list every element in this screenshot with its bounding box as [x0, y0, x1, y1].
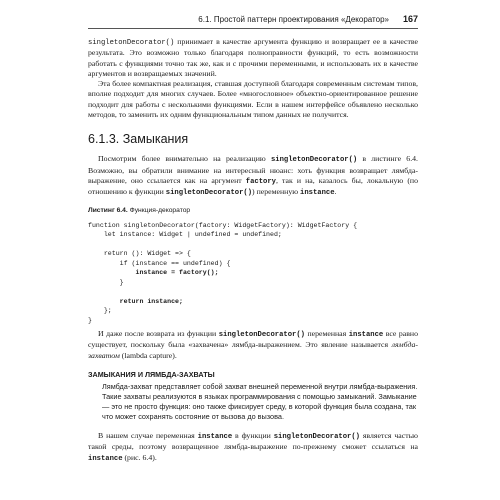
- book-page: [88, 14, 418, 494]
- listing-title: Функция-декоратор: [127, 206, 191, 214]
- paragraph-text: принимает в качестве аргумента функцию и возвращает ее в качестве результата. Это возможно только благодаря полноправности функций, то есть возможности работать с функциями точно так же, как и с прочими переменными, и использовать их в качестве аргументов и возвращаемых значений.: [88, 37, 418, 78]
- code-line: if (instance == undefined) {: [88, 259, 231, 267]
- running-title: 6.1. Простой паттерн проектирования «Декоратор»: [198, 15, 389, 24]
- inline-code: instance: [197, 432, 233, 441]
- paragraph-text: переменная: [304, 329, 349, 339]
- inline-code: instance: [348, 331, 384, 340]
- inline-code: singletonDecorator(): [88, 39, 175, 47]
- paragraph-lambda-capture: [88, 329, 418, 361]
- paragraph-text: все равно существует, поскольку была «захвачена» лямбда-выражением. Это явление называется: [88, 329, 418, 350]
- listing-caption: [88, 206, 418, 215]
- code-line: }: [88, 278, 124, 286]
- listing-label: Листинг 6.4.: [88, 206, 128, 214]
- inline-code: singletonDecorator(): [273, 432, 360, 441]
- paragraph-text: (рис. 6.4).: [122, 452, 157, 462]
- code-line: }: [88, 316, 92, 324]
- page-number: 167: [402, 14, 418, 24]
- code-line: [88, 240, 418, 250]
- code-line: return instance;: [88, 297, 183, 305]
- code-line: let instance: Widget | undefined = undefined;: [88, 231, 282, 239]
- paragraph-decorator-explanation: [88, 37, 418, 79]
- code-line: [88, 287, 418, 297]
- code-line: function singletonDecorator(factory: WidgetFactory): WidgetFactory {: [88, 221, 358, 229]
- paragraph-text: является частью такой среды, поэтому возвращенное лямбда-выражение по-прежнему сможет ссылаться на: [88, 430, 419, 452]
- inline-code: singletonDecorator(): [165, 189, 253, 198]
- code-line: };: [88, 307, 112, 315]
- italic-term: лямбда-захватом: [88, 340, 418, 360]
- sidebar-note: [88, 370, 418, 422]
- paragraph-environment: [88, 431, 418, 464]
- code-line: instance = factory();: [88, 269, 219, 277]
- inline-code: instance: [300, 189, 335, 198]
- paragraph-text: .: [334, 187, 337, 197]
- paragraph-text: И даже после возврата из функции: [98, 329, 219, 339]
- paragraph-text: в листинге 6.4. Возможно, вы обратили внимание на интересный нюанс: хоть функция возвращает лямбда-выражение, оно ссылается как на аргумент: [88, 154, 419, 185]
- section-heading: 6.1.3. Замыкания: [88, 132, 189, 147]
- code-listing: [88, 221, 418, 326]
- inline-code: singletonDecorator(): [270, 156, 358, 165]
- paragraph-text: (lambda capture).: [119, 350, 177, 360]
- sidebar-title: ЗАМЫКАНИЯ И ЛЯМБДА-ЗАХВАТЫ: [88, 369, 215, 379]
- running-header: [88, 14, 418, 29]
- paragraph-compact-implementation: [88, 79, 418, 120]
- paragraph-text: в функции: [232, 430, 274, 440]
- paragraph-text: Эта более компактная реализация, ставшая доступной благодаря современным системам типов, вполне подходит для многих случаев. Более «многословное» объектно-ориентированное решение подходит для работы с несколькими функциями. Если в нашем интерфейсе объявлено несколько методов, то заменить их одним функциональным типом данных не получится.: [88, 79, 418, 120]
- sidebar-body: Лямбда-захват представляет собой захват внешней переменной внутри лямбда-выражения. Такие захваты реализуются в языках программирования с помощью замыканий. Замыкание — это не просто функция: оно также фиксирует среду, в которой функция была создана, так что может сохранять состояние от вызова до вызова.: [102, 381, 418, 421]
- paragraph-text: Посмотрим более внимательно на реализацию: [98, 154, 271, 164]
- paragraph-text: ) переменную: [252, 187, 300, 197]
- paragraph-text: , так и на, казалось бы, локальную (по отношению к функции: [88, 175, 418, 197]
- paragraph-text: В нашем случае переменная: [98, 430, 198, 440]
- inline-code: instance: [88, 454, 123, 463]
- code-line: return (): Widget => {: [88, 250, 191, 258]
- inline-code: singletonDecorator(): [218, 331, 305, 340]
- paragraph-closure-intro: [88, 154, 418, 198]
- inline-code: factory: [245, 177, 276, 186]
